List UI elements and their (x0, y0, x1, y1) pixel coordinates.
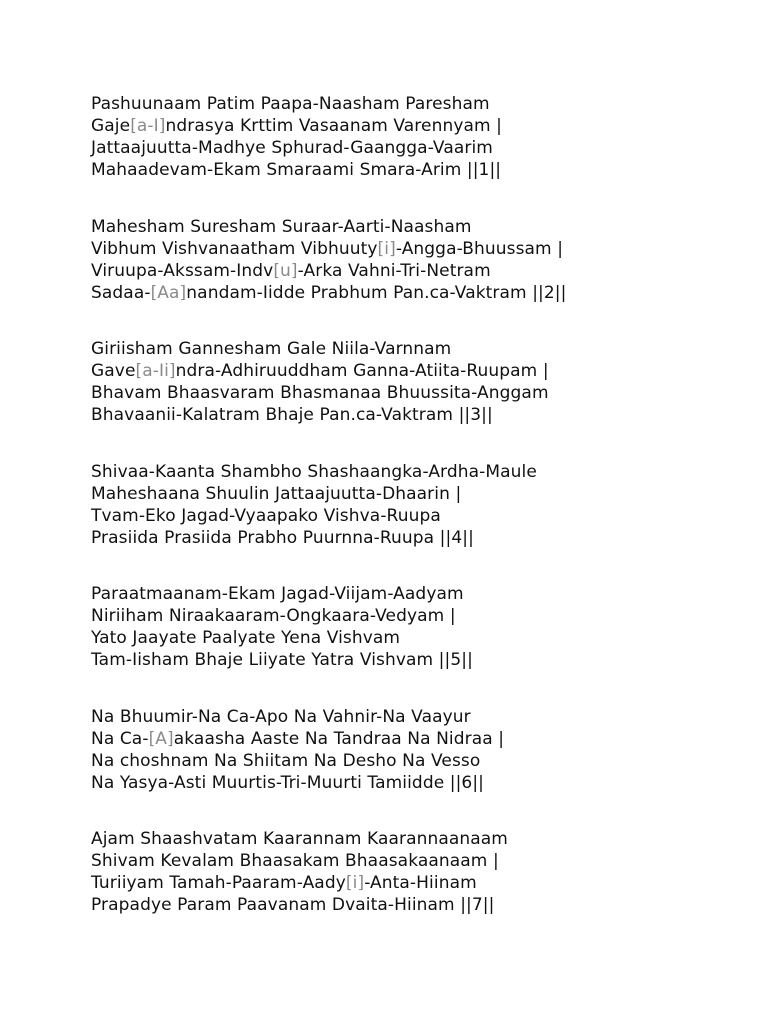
verse-text: Paraatmaanam-Ekam Jagad-Viijam-Aadyam (91, 584, 464, 604)
verse-text: -Angga-Bhuussam | (395, 239, 564, 259)
verse-3 (91, 338, 549, 426)
verse-text: Ajam Shaashvatam Kaarannam Kaarannaanaam (91, 829, 508, 849)
verse-text: nandam-Iidde Prabhum Pan.ca-Vaktram ||2|| (186, 283, 567, 303)
verse-text: Pashuunaam Patim Paapa-Naasham Paresham (91, 94, 490, 114)
verse-line (91, 649, 473, 671)
bracket-annotation: [i] (377, 239, 396, 259)
verse-text: Prasiida Prasiida Prabho Puurnna-Ruupa ||4|| (91, 528, 474, 548)
verse-line (91, 772, 504, 794)
verse-7 (91, 828, 508, 916)
verse-line (91, 338, 549, 360)
verse-text: Mahesham Suresham Suraar-Aarti-Naasham (91, 217, 472, 237)
verse-text: Na Ca- (91, 729, 149, 749)
bracket-annotation: [a-I] (130, 116, 166, 136)
verse-line (91, 382, 549, 404)
verse-line (91, 894, 508, 916)
bracket-annotation: [Aa] (150, 283, 187, 303)
verse-line (91, 137, 502, 159)
verse-text: Shivam Kevalam Bhaasakam Bhaasakaanaam | (91, 851, 499, 871)
bracket-annotation: [i] (345, 873, 365, 893)
verse-text: Niriiham Niraakaaram-Ongkaara-Vedyam | (91, 606, 456, 626)
verse-line (91, 706, 504, 728)
bracket-annotation: [A] (148, 729, 174, 749)
verse-line (91, 483, 537, 505)
verse-line (91, 850, 508, 872)
verse-line (91, 505, 537, 527)
verse-text: Giriisham Gannesham Gale Niila-Varnnam (91, 339, 452, 359)
verse-text: Sadaa- (91, 283, 151, 303)
verse-text: Turiiyam Tamah-Paaram-Aady (91, 873, 346, 893)
verse-text: ndrasya Krttim Vasaanam Varennyam | (165, 116, 502, 136)
verse-text: Viruupa-Akssam-Indv (91, 261, 274, 281)
verse-text: -Anta-Hiinam (364, 873, 477, 893)
verse-line (91, 216, 566, 238)
verse-text: Shivaa-Kaanta Shambho Shashaangka-Ardha-Maule (91, 462, 537, 482)
verse-line (91, 750, 504, 772)
verse-line (91, 627, 473, 649)
verse-line (91, 605, 473, 627)
verse-text: akaasha Aaste Na Tandraa Na Nidraa | (173, 729, 505, 749)
verse-text: Bhavam Bhaasvaram Bhasmanaa Bhuussita-Anggam (91, 383, 549, 403)
verse-text: Mahaadevam-Ekam Smaraami Smara-Arim ||1|| (91, 160, 502, 180)
verse-text: Vibhum Vishvanaatham Vibhuuty (91, 239, 378, 259)
verse-2 (91, 216, 566, 304)
verse-line (91, 583, 473, 605)
verse-4 (91, 461, 537, 549)
verse-line (91, 360, 549, 382)
verse-text: Prapadye Param Paavanam Dvaita-Hiinam ||7|| (91, 895, 495, 915)
verse-line (91, 872, 508, 894)
verse-text: -Arka Vahni-Tri-Netram (297, 261, 491, 281)
verse-text: Gave (91, 361, 136, 381)
verse-line (91, 404, 549, 426)
verse-text: Na Yasya-Asti Muurtis-Tri-Muurti Tamiidde ||6|| (91, 773, 484, 793)
verse-line (91, 728, 504, 750)
verse-text: Bhavaanii-Kalatram Bhaje Pan.ca-Vaktram ||3|| (91, 405, 493, 425)
verse-line (91, 115, 502, 137)
verse-line (91, 159, 502, 181)
verse-text: Tam-Iisham Bhaje Liiyate Yatra Vishvam ||5|| (91, 650, 473, 670)
verse-text: Yato Jaayate Paalyate Yena Vishvam (91, 628, 401, 648)
verse-line (91, 238, 566, 260)
verse-text: ndra-Adhiruuddham Ganna-Atiita-Ruupam | (175, 361, 549, 381)
verse-line (91, 461, 537, 483)
verse-text: Tvam-Eko Jagad-Vyaapako Vishva-Ruupa (91, 506, 441, 526)
verse-5 (91, 583, 473, 671)
bracket-annotation: [a-Ii] (135, 361, 176, 381)
verse-text: Gaje (91, 116, 131, 136)
verse-line (91, 260, 566, 282)
verse-text: Na Bhuumir-Na Ca-Apo Na Vahnir-Na Vaayur (91, 707, 471, 727)
verse-text: Maheshaana Shuulin Jattaajuutta-Dhaarin | (91, 484, 462, 504)
verse-text: Na choshnam Na Shiitam Na Desho Na Vesso (91, 751, 481, 771)
verse-text: Jattaajuutta-Madhye Sphurad-Gaangga-Vaarim (91, 138, 493, 158)
verse-line (91, 282, 566, 304)
verse-line (91, 527, 537, 549)
bracket-annotation: [u] (273, 261, 298, 281)
verse-6 (91, 706, 504, 794)
verse-1 (91, 93, 502, 181)
verse-line (91, 93, 502, 115)
verse-line (91, 828, 508, 850)
